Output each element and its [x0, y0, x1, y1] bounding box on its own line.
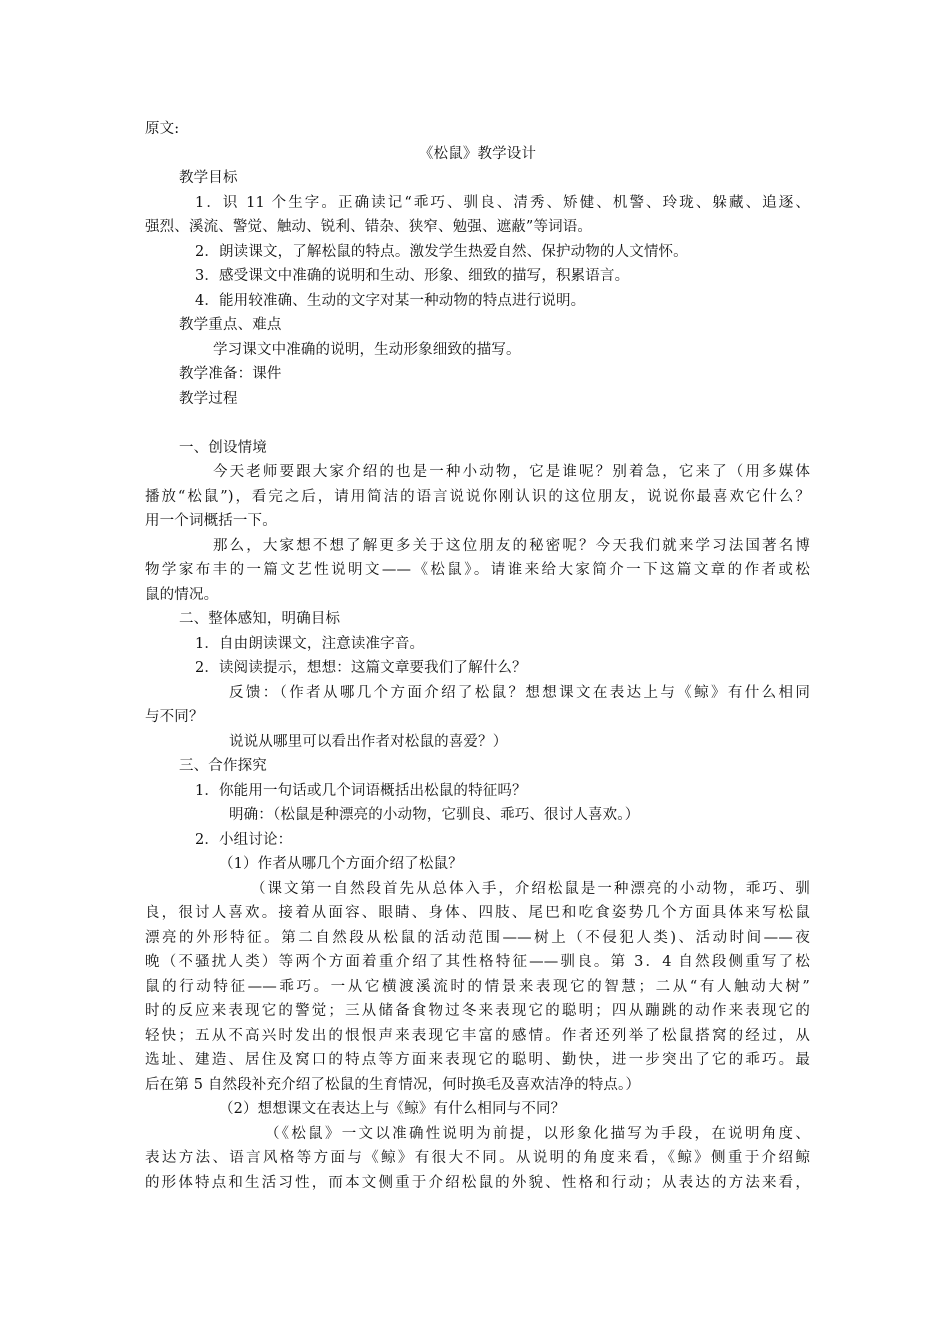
part3-answer-1: 明确：（松鼠是种漂亮的小动物，它驯良、乖巧、很讨人喜欢。） — [229, 807, 640, 823]
part3-question-2: 2．小组讨论： — [195, 831, 293, 848]
part3-sub-question-2: （2）想想课文在表达上与《鲸》有什么相同与不同？ — [219, 1101, 566, 1117]
goal-item-3: 3．感受课文中准确的说明和生动、形象、细致的描写，积累语言。 — [195, 268, 630, 284]
part1-paragraph1-line-2: 播放“松鼠”)，看完之后，请用简洁的语言说说你刚认识的这位朋友，说说你最喜欢它什么？ — [145, 488, 810, 505]
part2-item-2: 2．读阅读提示，想想：这篇文章要我们了解什么？ — [195, 660, 527, 676]
part3-answer-paragraph-1-line-2: 良，很讨人喜欢。接着从面容、眼睛、身体、四肢、尾巴和吃食姿势几个方面具体来写松鼠 — [145, 905, 810, 921]
part1-paragraph1-line-1: 今天老师要跟大家介绍的也是一种小动物，它是谁呢？别着急，它来了（用多媒体 — [213, 464, 810, 480]
part3-answer-paragraph-1-line-3: 漂亮的外形特征。第二自然段从松鼠的活动范围——树上（不侵犯人类)、活动时间——夜 — [145, 929, 810, 946]
part1-heading: 一、创设情境 — [179, 439, 267, 456]
part2-heading: 二、整体感知，明确目标 — [179, 611, 341, 627]
part3-answer-paragraph-1-line-7: 轻快；五从不高兴时发出的恨恨声来表现它丰富的感情。作者还列举了松鼠搭窝的经过，从 — [145, 1027, 810, 1044]
key-points-text: 学习课文中准确的说明，生动形象细致的描写。 — [213, 341, 521, 358]
goal-item-2: 2．朗读课文，了解松鼠的特点。激发学生热爱自然、保护动物的人文情怀。 — [195, 243, 688, 260]
part3-question-1: 1．你能用一句话或几个词语概括出松鼠的特征吗？ — [195, 782, 527, 799]
goal-item-4: 4．能用较准确、生动的文字对某一种动物的特点进行说明。 — [195, 292, 586, 309]
goal-item-1-line-2: 强烈、溪流、警觉、触动、锐利、错杂、狭窄、勉强、遮蔽”等词语。 — [145, 219, 593, 235]
prep-text: 教学准备：课件 — [179, 366, 282, 382]
part1-paragraph2-line-3: 鼠的情况。 — [145, 586, 219, 603]
header-label: 原文: — [145, 121, 180, 137]
part3-answer-paragraph-1-line-6: 时的反应来表现它的警觉；三从储备食物过冬来表现它的聪明；四从蹦跳的动作来表现它的 — [145, 1003, 810, 1019]
part2-feedback-2: 说说从哪里可以看出作者对松鼠的喜爱？） — [229, 733, 508, 750]
part2-feedback-line-1: 反馈：（作者从哪几个方面介绍了松鼠？想想课文在表达上与《鲸》有什么相同 — [229, 684, 810, 701]
document-body — [145, 117, 810, 1195]
part3-answer-paragraph-2-line-2: 表达方法、语言风格等方面与《鲸》有很大不同。从说明的角度来看，《鲸》侧重于介绍鲸 — [145, 1150, 810, 1166]
part3-heading: 三、合作探究 — [179, 758, 267, 774]
part3-answer-paragraph-1-line-4: 晚（不骚扰人类）等两个方面着重介绍了其性格特征——驯良。第 3．4 自然段侧重写了松 — [145, 954, 810, 970]
part3-answer-paragraph-1-line-8: 选址、建造、居住及窝口的特点等方面来表现它的聪明、勤快，进一步突出了它的乖巧。最 — [145, 1052, 810, 1068]
part1-paragraph2-line-2: 物学家布丰的一篇文艺性说明文——《松鼠》。请谁来给大家简介一下这篇文章的作者或松 — [145, 562, 810, 578]
part3-answer-paragraph-2-line-3: 的形体特点和生活习性，而本文侧重于介绍松鼠的外貌、性格和行动；从表达的方法来看， — [145, 1174, 810, 1191]
part3-answer-paragraph-1-line-1: （课文第一自然段首先从总体入手，介绍松鼠是一种漂亮的小动物，乖巧、驯 — [251, 880, 810, 897]
part1-paragraph2-line-1: 那么，大家想不想了解更多关于这位朋友的秘密呢？今天我们就来学习法国著名博 — [213, 537, 810, 554]
document-title: 《松鼠》教学设计 — [418, 145, 537, 162]
section-heading-key-points: 教学重点、难点 — [179, 317, 282, 333]
part2-feedback-line-2: 与不同？ — [145, 709, 204, 725]
part3-answer-paragraph-1-line-5: 鼠的行动特征——乖巧。一从它横渡溪流时的情景来表现它的智慧；二从“有人触动大树” — [145, 978, 810, 995]
section-heading-goals: 教学目标 — [179, 170, 238, 186]
part1-paragraph1-line-3: 用一个词概括一下。 — [145, 513, 277, 529]
section-heading-process: 教学过程 — [179, 390, 238, 407]
part2-item-1: 1．自由朗读课文，注意读准字音。 — [195, 635, 425, 652]
part3-sub-question-1: （1）作者从哪几个方面介绍了松鼠？ — [219, 856, 463, 872]
goal-item-1-line-1: 1．识 11 个生字。正确读记“乖巧、驯良、清秀、矫健、机警、玲珑、躲藏、追逐、 — [195, 194, 810, 211]
part3-answer-paragraph-2-line-1: （《松鼠》一文以准确性说明为前提，以形象化描写为手段，在说明角度、 — [265, 1125, 810, 1142]
blank-line — [145, 411, 810, 436]
part3-answer-paragraph-1-line-9: 后在第 5 自然段补充介绍了松鼠的生育情况，何时换毛及喜欢洁净的特点。） — [145, 1076, 641, 1093]
